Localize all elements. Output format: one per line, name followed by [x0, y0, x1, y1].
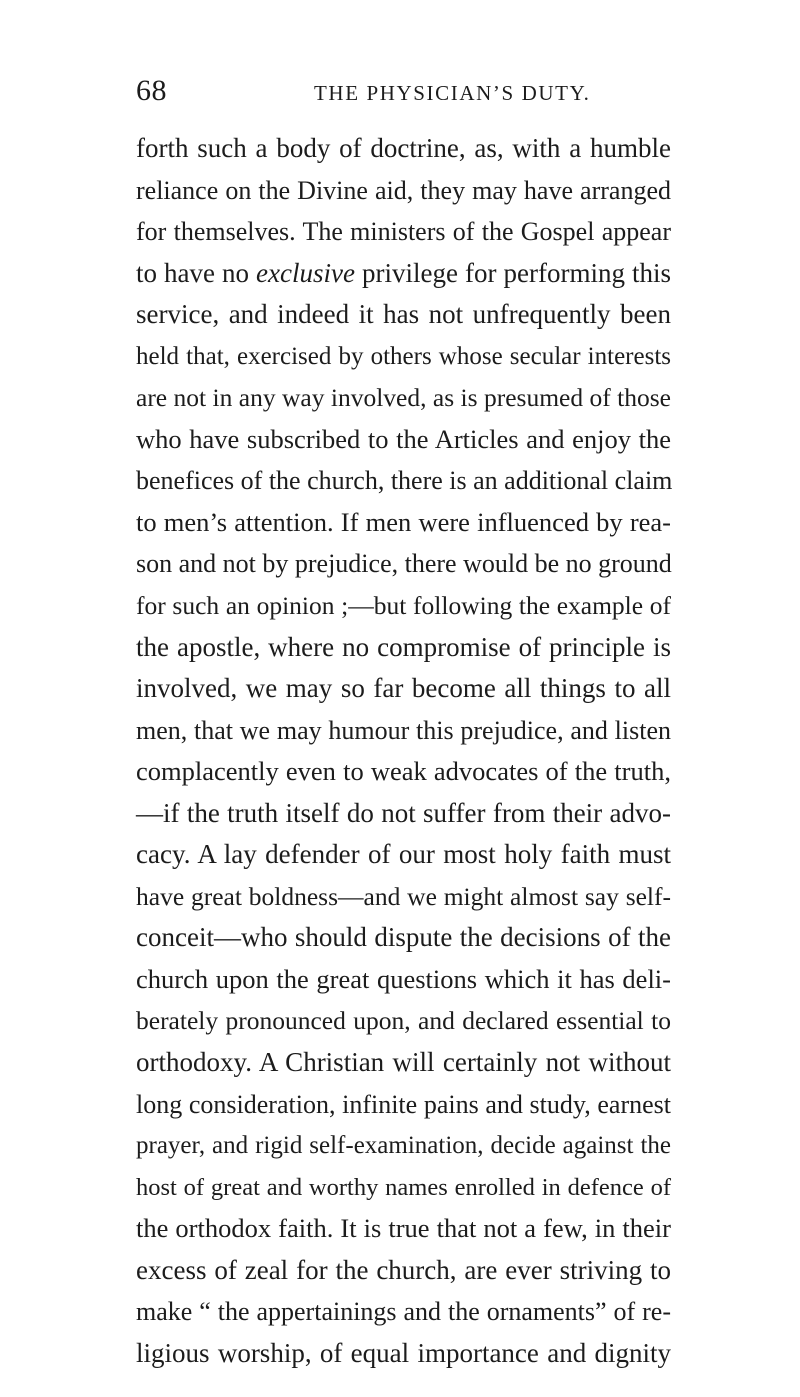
- text-line: benefices of the church, there is an additional claim: [136, 466, 673, 496]
- text-line: forth such a body of doctrine, as, with a humble: [136, 133, 671, 163]
- text-line: service, and indeed it has not unfrequently been: [136, 299, 671, 330]
- text-line: orthodoxy. A Christian will certainly not without: [136, 1047, 671, 1078]
- text-line: reliance on the Divine aid, they may have arranged: [136, 175, 671, 205]
- text-line: long consideration, infinite pains and study, earnest: [136, 1089, 671, 1119]
- text-line: are not in any way involved, as is presumed of those: [136, 383, 671, 413]
- body-paragraph: [136, 128, 671, 1374]
- text-line: for such an opinion ;—but following the example of: [136, 591, 671, 621]
- text-line: make “ the appertainings and the ornaments” of re-: [136, 1297, 671, 1327]
- text-line: son and not by prejudice, there would be no ground: [136, 549, 672, 579]
- text-line: the orthodox faith. It is true that not a few, in their: [136, 1213, 671, 1244]
- text-line-with-emphasis: [136, 253, 671, 295]
- text-line: host of great and worthy names enrolled in defence of: [136, 1173, 671, 1201]
- text-line: have great boldness—and we might almost say self-: [136, 881, 671, 911]
- text-line: involved, we may so far become all things to all: [136, 673, 671, 704]
- text-line: prayer, and rigid self-examination, decide against the: [136, 1132, 671, 1160]
- page-number: 68: [136, 74, 167, 107]
- text-line: held that, exercised by others whose secular interests: [136, 342, 671, 370]
- text-line: berately pronounced upon, and declared essential to: [136, 1006, 671, 1036]
- text-line: men, that we may humour this prejudice, and listen: [136, 715, 671, 745]
- text-line: for themselves. The ministers of the Gospel appear: [136, 217, 671, 247]
- running-title: THE PHYSICIAN’S DUTY.: [314, 81, 591, 105]
- text-line: conceit—who should dispute the decisions of the: [136, 922, 671, 953]
- text-line: excess of zeal for the church, are ever striving to: [136, 1254, 671, 1285]
- text-line: —if the truth itself do not suffer from their advo-: [136, 797, 671, 828]
- text-line: church upon the great questions which it has deli-: [136, 963, 671, 994]
- text-line: ligious worship, of equal importance and dignity: [136, 1337, 671, 1368]
- text-segment: to have no: [136, 257, 257, 288]
- text-line: who have subscribed to the Articles and enjoy the: [136, 423, 671, 454]
- text-line: complacently even to weak advocates of the truth,: [136, 756, 671, 787]
- text-line: cacy. A lay defender of our most holy faith must: [136, 839, 671, 870]
- emphasized-word: exclusive: [256, 257, 355, 288]
- running-head: [136, 74, 666, 110]
- text-line: the apostle, where no compromise of principle is: [136, 631, 671, 662]
- text-segment: privilege for performing this: [354, 257, 671, 288]
- text-line: to men’s attention. If men were influenced by rea-: [136, 506, 671, 537]
